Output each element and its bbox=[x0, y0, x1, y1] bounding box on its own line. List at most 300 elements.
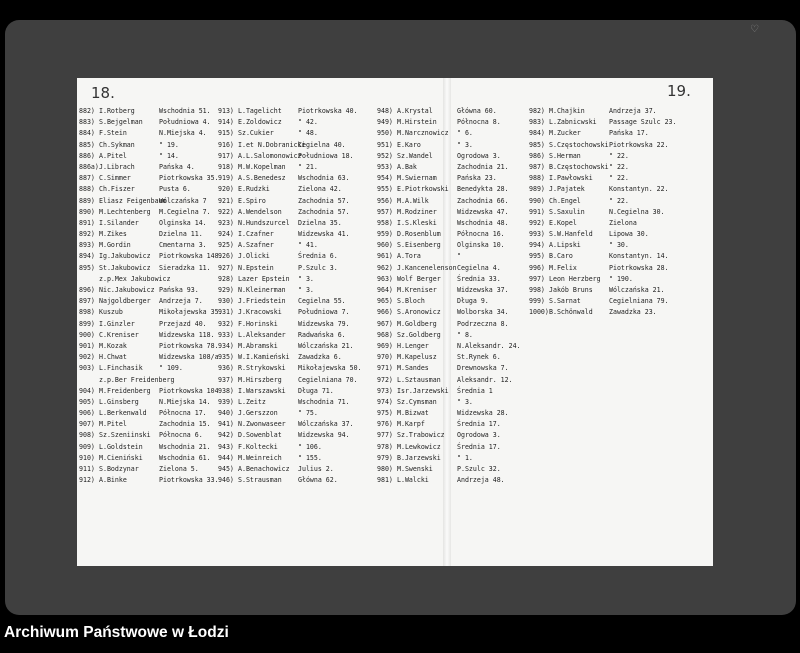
entry-name: M.Weinreich bbox=[238, 453, 282, 462]
entry-number: 938) bbox=[218, 386, 234, 395]
entry-name: L.Finchasik bbox=[99, 364, 143, 373]
entry-name: I.Ginzler bbox=[99, 319, 135, 328]
ledger-entry bbox=[377, 251, 529, 262]
entry-number: 917) bbox=[218, 151, 234, 160]
ledger-entry bbox=[529, 240, 695, 251]
entry-name: E.Karo bbox=[397, 140, 421, 149]
ledger-entry bbox=[79, 475, 231, 486]
ledger-entry bbox=[218, 408, 370, 419]
entry-number: 889) bbox=[79, 196, 95, 205]
entry-number: 989) bbox=[529, 185, 545, 194]
entry-number: 918) bbox=[218, 162, 234, 171]
ledger-entry bbox=[529, 196, 695, 207]
ledger-entry bbox=[79, 464, 231, 475]
entry-name: I.S.Kleski bbox=[397, 218, 437, 227]
ledger-entry bbox=[377, 128, 529, 139]
entry-address: Zachodnia 57. bbox=[298, 207, 350, 216]
entry-name: M.Hirszberg bbox=[238, 375, 282, 384]
ledger-entry bbox=[79, 453, 231, 464]
entry-name: S.W.Hanfeld bbox=[549, 230, 593, 239]
entry-name: Sz.Trabowicz bbox=[397, 431, 445, 440]
entry-number: 898) bbox=[79, 308, 95, 317]
ledger-entry bbox=[377, 240, 529, 251]
entry-name: I.Silander bbox=[99, 218, 139, 227]
entry-name: z.p.Mex Jakubowicz bbox=[99, 274, 171, 283]
ledger-entry bbox=[218, 442, 370, 453]
entry-name: M.Abramski bbox=[238, 341, 278, 350]
entry-name: I.Czafner bbox=[238, 230, 274, 239]
entry-number: 991) bbox=[529, 207, 545, 216]
entry-name: N.Zwonwaseer bbox=[238, 420, 286, 429]
ledger-entry bbox=[218, 207, 370, 218]
entry-number: 961) bbox=[377, 252, 393, 261]
entry-number: 904) bbox=[79, 386, 95, 395]
entry-column-1 bbox=[79, 106, 231, 486]
entry-number: 885) bbox=[79, 140, 95, 149]
ledger-entry bbox=[79, 375, 231, 386]
entry-address: Olginska 10. bbox=[457, 241, 505, 250]
entry-name: J.Librach bbox=[99, 162, 135, 171]
ledger-entry bbox=[377, 263, 529, 274]
entry-number: 990) bbox=[529, 196, 545, 205]
ledger-entry bbox=[79, 386, 231, 397]
entry-address: Zielona 5. bbox=[159, 465, 199, 473]
ledger-entry bbox=[218, 106, 370, 117]
entry-name: A.Lipski bbox=[549, 241, 581, 250]
entry-number: 979) bbox=[377, 453, 393, 462]
entry-address: Aleksandr. 12. bbox=[457, 375, 513, 384]
entry-address: Benedykta 28. bbox=[457, 185, 509, 194]
entry-address: N.Miejska 4. bbox=[159, 129, 207, 138]
entry-address: Pańska 93. bbox=[159, 286, 199, 294]
entry-number: 982) bbox=[529, 107, 545, 115]
ledger-entry bbox=[377, 229, 529, 240]
entry-name: M.Bizwat bbox=[397, 409, 429, 418]
entry-number: 953) bbox=[377, 162, 393, 171]
entry-name: M.Freidenberg bbox=[99, 386, 151, 395]
entry-address: " 190. bbox=[609, 274, 633, 283]
ledger-entry bbox=[377, 464, 529, 475]
entry-number: 977) bbox=[377, 431, 393, 440]
entry-name: F.Koltecki bbox=[238, 442, 278, 451]
entry-address: Główna 60. bbox=[457, 107, 497, 115]
ledger-entry bbox=[377, 196, 529, 207]
entry-column-3 bbox=[377, 106, 529, 486]
entry-name: A.Pitel bbox=[99, 151, 127, 160]
entry-name: A.Bak bbox=[397, 162, 417, 171]
entry-number: 999) bbox=[529, 297, 545, 306]
ledger-entry bbox=[218, 386, 370, 397]
entry-number: 995) bbox=[529, 252, 545, 261]
entry-name: H.Chwat bbox=[99, 353, 127, 362]
entry-address: Wólczańska 21. bbox=[298, 341, 354, 350]
entry-name: M.Kozak bbox=[99, 341, 127, 350]
page-number-left: 18. bbox=[91, 84, 115, 102]
ledger-entry bbox=[218, 128, 370, 139]
entry-number: 941) bbox=[218, 420, 234, 429]
entry-address: Cegielniana 70. bbox=[298, 375, 358, 384]
ledger-entry bbox=[79, 151, 231, 162]
ledger-entry bbox=[218, 263, 370, 274]
ledger-entry bbox=[377, 218, 529, 229]
entry-number: 958) bbox=[377, 218, 393, 227]
entry-name: L.Tagelicht bbox=[238, 107, 282, 115]
ledger-entry bbox=[529, 151, 695, 162]
entry-number: 925) bbox=[218, 241, 234, 250]
entry-name: J.Gerszzon bbox=[238, 409, 278, 418]
entry-name: D.Sowenblat bbox=[238, 431, 282, 440]
entry-name: J.Kracowski bbox=[238, 308, 282, 317]
entry-name: Sz.Goldberg bbox=[397, 330, 441, 339]
entry-address: " 42. bbox=[298, 118, 318, 127]
entry-number: 943) bbox=[218, 442, 234, 451]
ledger-entry bbox=[218, 341, 370, 352]
entry-number: 929) bbox=[218, 286, 234, 294]
entry-number: 952) bbox=[377, 151, 393, 160]
entry-name: N.Epstein bbox=[238, 263, 274, 272]
entry-name: C.Simmer bbox=[99, 174, 131, 183]
entry-name: I.Rotberg bbox=[99, 107, 135, 115]
ledger-entry bbox=[218, 464, 370, 475]
entry-number: 992) bbox=[529, 218, 545, 227]
ledger-entry bbox=[377, 106, 529, 117]
entry-address: " 22. bbox=[609, 151, 629, 160]
ledger-entry bbox=[218, 196, 370, 207]
entry-name: L.Ginsberg bbox=[99, 397, 139, 406]
entry-name: N.Kleinerman bbox=[238, 286, 286, 294]
entry-name: M.Swiernam bbox=[397, 174, 437, 183]
ledger-entry bbox=[377, 442, 529, 453]
ledger-entry bbox=[377, 140, 529, 151]
entry-name: Najgoldberger bbox=[99, 297, 151, 306]
ledger-entry bbox=[79, 442, 231, 453]
entry-number: 964) bbox=[377, 286, 393, 294]
ledger-entry bbox=[218, 140, 370, 151]
entry-address: " 48. bbox=[298, 129, 318, 138]
entry-name: J.Pajatek bbox=[549, 185, 585, 194]
ledger-entry bbox=[79, 352, 231, 363]
entry-number: 920) bbox=[218, 185, 234, 194]
entry-number: 942) bbox=[218, 431, 234, 440]
corner-mark: ♡ bbox=[750, 24, 759, 35]
entry-address: " 22. bbox=[609, 174, 629, 183]
entry-number: 908) bbox=[79, 431, 95, 440]
entry-name: S.Bejgelman bbox=[99, 118, 143, 127]
ledger-entry bbox=[377, 386, 529, 397]
entry-address: Przejazd 40. bbox=[159, 319, 207, 328]
entry-number: 919) bbox=[218, 174, 234, 183]
entry-name: S.Eisenberg bbox=[397, 241, 441, 250]
entry-address: M.Cegielna 7. bbox=[159, 207, 211, 216]
entry-address: " 30. bbox=[609, 241, 629, 250]
entry-address: Zachodnia 21. bbox=[457, 162, 509, 171]
entry-number: 949) bbox=[377, 118, 393, 127]
entry-number: 962) bbox=[377, 263, 393, 272]
entry-address: Piotrkowska 33. bbox=[159, 476, 219, 485]
entry-address: Lipowa 30. bbox=[609, 230, 649, 239]
entry-number: 932) bbox=[218, 319, 234, 328]
entry-address: Południowa 4. bbox=[159, 118, 211, 127]
entry-address: Olginska 14. bbox=[159, 218, 207, 227]
entry-name: E.Piotrkowski bbox=[397, 185, 449, 194]
entry-address: Podrzeczna 8. bbox=[457, 319, 509, 328]
ledger-entry bbox=[529, 207, 695, 218]
ledger-entry bbox=[79, 128, 231, 139]
entry-address: Ogrodowa 3. bbox=[457, 431, 501, 440]
entry-number: 948) bbox=[377, 107, 393, 115]
entry-name: Kuszub bbox=[99, 308, 123, 317]
entry-address: " 21. bbox=[298, 162, 318, 171]
entry-address: " 155. bbox=[298, 453, 322, 462]
ledger-entry bbox=[79, 162, 231, 173]
entry-name: Isr.Jarzewski bbox=[397, 386, 449, 395]
entry-name: M.Swenski bbox=[397, 465, 433, 473]
entry-name: H.Lenger bbox=[397, 341, 429, 350]
ledger-entry bbox=[529, 263, 695, 274]
entry-address: Północna 8. bbox=[457, 118, 501, 127]
entry-name: B.Schönwald bbox=[549, 308, 593, 317]
entry-address: St.Rynek 6. bbox=[457, 353, 501, 362]
entry-address: " 106. bbox=[298, 442, 322, 451]
ledger-entry bbox=[79, 341, 231, 352]
ledger-entry bbox=[79, 184, 231, 195]
ledger-entry bbox=[377, 430, 529, 441]
ledger-entry bbox=[529, 117, 695, 128]
ledger-entry bbox=[79, 173, 231, 184]
entry-address: Julius 2. bbox=[298, 465, 334, 473]
ledger-entry bbox=[218, 117, 370, 128]
entry-address: P.Szulc 3. bbox=[298, 263, 338, 272]
entry-name: S.Saxulin bbox=[549, 207, 585, 216]
entry-address: Dzielna 35. bbox=[298, 218, 342, 227]
entry-address: Radwańska 6. bbox=[298, 330, 346, 339]
entry-number: 978) bbox=[377, 442, 393, 451]
entry-address: " 41. bbox=[298, 241, 318, 250]
entry-number: 988) bbox=[529, 174, 545, 183]
ledger-entry bbox=[377, 207, 529, 218]
entry-name: J.Friedstein bbox=[238, 297, 286, 306]
entry-name: L.Sztausman bbox=[397, 375, 441, 384]
entry-address: Północna 6. bbox=[159, 431, 203, 440]
entry-address: " 3. bbox=[298, 286, 314, 294]
entry-name: M.Pitel bbox=[99, 420, 127, 429]
entry-address: Zawadzka 23. bbox=[609, 308, 657, 317]
entry-number: 882) bbox=[79, 107, 95, 115]
entry-number: 933) bbox=[218, 330, 234, 339]
ledger-entry bbox=[377, 285, 529, 296]
ledger-entry bbox=[377, 319, 529, 330]
ledger-entry bbox=[377, 352, 529, 363]
entry-number: 888) bbox=[79, 185, 95, 194]
entry-name: A.L.Salomonowicz bbox=[238, 151, 302, 160]
entry-name: R.Strykowski bbox=[238, 364, 286, 373]
ledger-entry bbox=[79, 117, 231, 128]
ledger-entry bbox=[218, 251, 370, 262]
entry-address: " 14. bbox=[159, 151, 179, 160]
entry-column-4 bbox=[529, 106, 695, 319]
entry-name: M.Lechtenberg bbox=[99, 207, 151, 216]
ledger-entry bbox=[529, 106, 695, 117]
entry-name: E.Rudzki bbox=[238, 185, 270, 194]
entry-address: Wólczańska 7 bbox=[159, 196, 207, 205]
ledger-entry bbox=[79, 229, 231, 240]
entry-number: 951) bbox=[377, 140, 393, 149]
entry-number: 886) bbox=[79, 151, 95, 160]
entry-address: " 8. bbox=[457, 330, 473, 339]
entry-address: Północna 16. bbox=[457, 230, 505, 239]
entry-address: Średnia 17. bbox=[457, 442, 501, 451]
entry-address: Widzewska 37. bbox=[457, 286, 509, 294]
ledger-entry bbox=[529, 140, 695, 151]
entry-number: 954) bbox=[377, 174, 393, 183]
entry-address: Średnia 6. bbox=[298, 252, 338, 261]
ledger-entry bbox=[218, 173, 370, 184]
entry-number: 930) bbox=[218, 297, 234, 306]
ledger-entry bbox=[377, 408, 529, 419]
entry-number: 976) bbox=[377, 420, 393, 429]
ledger-entry bbox=[218, 363, 370, 374]
entry-name: L.Aleksander bbox=[238, 330, 286, 339]
entry-name: A.Krystal bbox=[397, 107, 433, 115]
ledger-entry bbox=[377, 453, 529, 464]
entry-name: A.Szafner bbox=[238, 241, 274, 250]
entry-name: z.p.Ber Freidenberg bbox=[99, 375, 175, 384]
entry-address: Pańska 23. bbox=[457, 174, 497, 183]
entry-number: 896) bbox=[79, 286, 95, 294]
ledger-entry bbox=[79, 363, 231, 374]
entry-name: Ch.Sykman bbox=[99, 140, 135, 149]
ledger-entry bbox=[377, 375, 529, 386]
ledger-entry bbox=[218, 319, 370, 330]
entry-number: 955) bbox=[377, 185, 393, 194]
entry-number: 895) bbox=[79, 263, 95, 272]
entry-name: A.Tora bbox=[397, 252, 421, 261]
entry-number: 937) bbox=[218, 375, 234, 384]
entry-name: S.Bodzynar bbox=[99, 465, 139, 473]
entry-number: 975) bbox=[377, 409, 393, 418]
entry-address: Zawadzka 6. bbox=[298, 353, 342, 362]
entry-number: 926) bbox=[218, 252, 234, 261]
entry-number: 959) bbox=[377, 230, 393, 239]
ledger-entry bbox=[218, 274, 370, 285]
entry-address: Wschodnia 51. bbox=[159, 107, 211, 115]
entry-address: Widzewska 28. bbox=[457, 409, 509, 418]
entry-number: 985) bbox=[529, 140, 545, 149]
entry-address: " 19. bbox=[159, 140, 179, 149]
entry-name: Ch.Engel bbox=[549, 196, 581, 205]
entry-number: 950) bbox=[377, 129, 393, 138]
entry-name: Nic.Jakubowicz bbox=[99, 286, 155, 294]
entry-number: 886a) bbox=[79, 162, 99, 171]
ledger-entry bbox=[79, 296, 231, 307]
entry-number: 997) bbox=[529, 274, 545, 283]
ledger-entry bbox=[218, 430, 370, 441]
entry-address: Wschodnia 63. bbox=[298, 174, 350, 183]
ledger-entry bbox=[79, 307, 231, 318]
ledger-entry bbox=[529, 251, 695, 262]
ledger-entry bbox=[529, 285, 695, 296]
entry-address: Pańska 17. bbox=[609, 129, 649, 138]
ledger-entry bbox=[377, 419, 529, 430]
ledger-entry bbox=[529, 229, 695, 240]
ledger-entry bbox=[377, 173, 529, 184]
entry-number: 940) bbox=[218, 409, 234, 418]
entry-name: M.Kapelusz bbox=[397, 353, 437, 362]
entry-number: 910) bbox=[79, 453, 95, 462]
entry-number: 946) bbox=[218, 476, 234, 485]
entry-number: 891) bbox=[79, 218, 95, 227]
ledger-entry bbox=[79, 251, 231, 262]
entry-address: Piotrkowska 35. bbox=[159, 174, 219, 183]
entry-address: Średnia 33. bbox=[457, 274, 501, 283]
entry-name: L.Zabnicwski bbox=[549, 118, 597, 127]
ledger-entry bbox=[218, 307, 370, 318]
entry-address: Piotrkowska 22. bbox=[609, 140, 669, 149]
entry-number: 903) bbox=[79, 364, 95, 373]
ledger-sheet bbox=[5, 20, 796, 615]
entry-name: E.Kopel bbox=[549, 218, 577, 227]
entry-number: 928) bbox=[218, 274, 234, 283]
entry-number: 897) bbox=[79, 297, 95, 306]
entry-address: Andrzeja 7. bbox=[159, 297, 203, 306]
entry-number: 960) bbox=[377, 241, 393, 250]
ledger-entry bbox=[79, 330, 231, 341]
entry-address: Dzielna 11. bbox=[159, 230, 203, 239]
entry-name: M.Gordin bbox=[99, 241, 131, 250]
entry-name: M.Goldberg bbox=[397, 319, 437, 328]
entry-number: 986) bbox=[529, 151, 545, 160]
entry-number: 968) bbox=[377, 330, 393, 339]
entry-name: F.Horinski bbox=[238, 319, 278, 328]
entry-address: Cegielniana 79. bbox=[609, 297, 669, 306]
entry-name: S.Strausman bbox=[238, 476, 282, 485]
entry-number: 909) bbox=[79, 442, 95, 451]
entry-number: 883) bbox=[79, 118, 95, 127]
entry-number: 998) bbox=[529, 286, 545, 294]
entry-address: Długa 9. bbox=[457, 297, 489, 306]
entry-address: Zachodnia 15. bbox=[159, 420, 211, 429]
ledger-entry bbox=[218, 184, 370, 195]
entry-address: " 3. bbox=[457, 140, 473, 149]
entry-name: M.Narcznowicz bbox=[397, 129, 449, 138]
entry-name: Leon Herzberg bbox=[549, 274, 601, 283]
entry-name: Sz.Szeniinski bbox=[99, 431, 151, 440]
entry-number: 911) bbox=[79, 465, 95, 473]
entry-address: " 3. bbox=[457, 397, 473, 406]
entry-address: Widzewska 47. bbox=[457, 207, 509, 216]
entry-address: Sieradzka 11. bbox=[159, 263, 211, 272]
entry-number: 971) bbox=[377, 364, 393, 373]
entry-address: P.Szulc 32. bbox=[457, 465, 501, 473]
entry-name: M.Sandes bbox=[397, 364, 429, 373]
entry-address: Średnia 1 bbox=[457, 386, 493, 395]
ledger-entry bbox=[218, 375, 370, 386]
entry-name: N.Hundszurcel bbox=[238, 218, 290, 227]
ledger-entry bbox=[377, 397, 529, 408]
ledger-entry bbox=[79, 196, 231, 207]
entry-number: 906) bbox=[79, 409, 95, 418]
entry-address: N.Cegielna 30. bbox=[609, 207, 665, 216]
entry-name: M.Rodziner bbox=[397, 207, 437, 216]
entry-number: 996) bbox=[529, 263, 545, 272]
entry-number: 972) bbox=[377, 375, 393, 384]
entry-name: Sz.Cukier bbox=[238, 129, 274, 138]
entry-name: Sz.Cymsman bbox=[397, 397, 437, 406]
page-number-right: 19. bbox=[667, 82, 691, 100]
entry-number: 923) bbox=[218, 218, 234, 227]
ledger-entry bbox=[377, 475, 529, 486]
ledger-entry bbox=[218, 397, 370, 408]
